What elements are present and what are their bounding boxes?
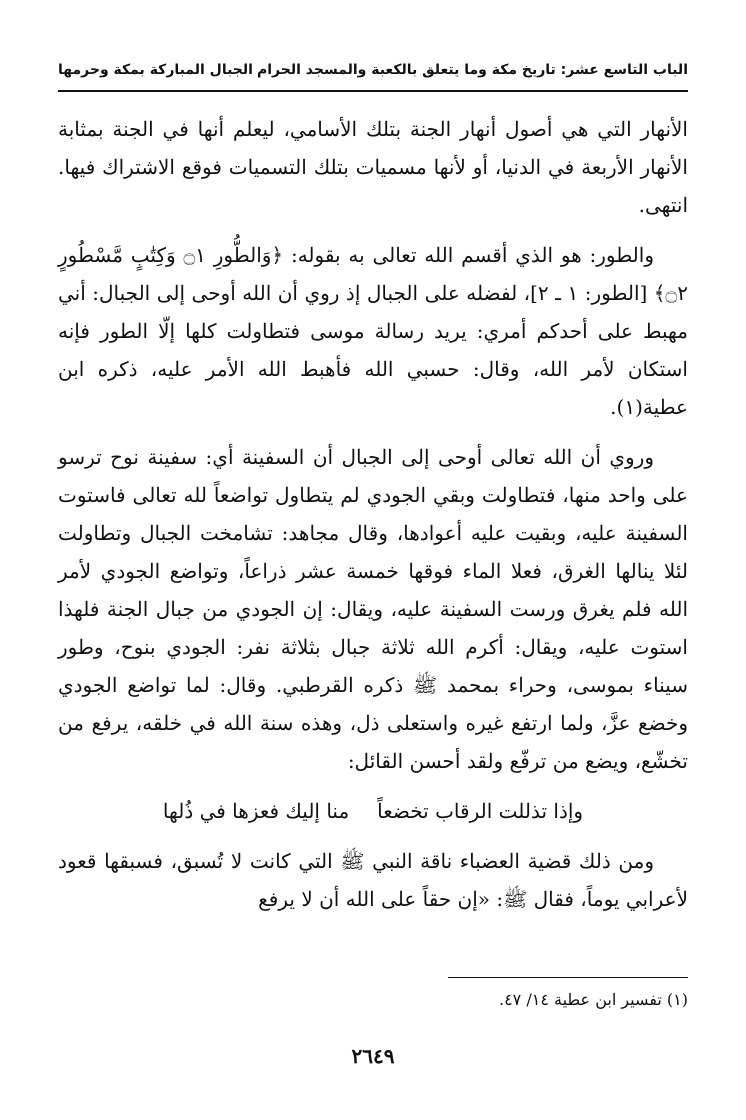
verse-second-hemistich: منا إليك فعزها في ذُلها (162, 799, 350, 823)
footnote: (١) تفسير ابن عطية ١٤/ ٤٧. (498, 990, 688, 1009)
page-number: ٢٦٤٩ (351, 1044, 395, 1068)
paragraph-3: وروي أن الله تعالى أوحى إلى الجبال أن السفينة أي: سفينة نوح ترسو على واحد منها، فتطاولت وبقي الجودي لم يتطاول تواضعاً لله تعالى فاستوت السفينة عليه، وبقيت عليه أعوادها، وقال مجاهد: تشامخت الجبال وتطاولت لئلا ينالها الغرق، فعلا الماء فوقها خمسة عشر ذراعاً، وتواضع الجودي لأمر الله فلم يغرق ورست السفينة عليه، ويقال: إن الجودي من جبال الجنة فلهذا استوت عليه، ويقال: أكرم الله ثلاثة جبال بثلاثة نفر: الجودي بنوح، وطور سيناء بموسى، وحراء بمحمد ﷺ ذكره القرطبي. وقال: لما تواضع الجودي وخضع عزَّ، ولما ارتفع غيره واستعلى ذل، وهذه سنة الله في خلقه، يرفع من تخشّع، ويضع من ترفّع ولقد أحسن القائل: (58, 445, 688, 773)
paragraph-2: والطور: هو الذي أقسم الله تعالى به بقوله: ﴿وَالطُّورِ ۝١ وَكِتَٰبٍ مَّسْطُورٍ ۝٢﴾ [الطور: ١ ـ ٢]، لفضله على الجبال إذ روي أن الله أوحى إلى الجبال: أني مهبط على أحدكم أمري: يريد رسالة موسى فتطاولت كلها إلّا الطور فإنه استكان لأمر الله، وقال: حسبي الله فأهبط الله الأمر عليه، ذكره ابن عطية(١). (58, 243, 688, 419)
header-divider (58, 90, 688, 92)
footnote-divider (448, 977, 688, 978)
paragraph-1: الأنهار التي هي أصول أنهار الجنة بتلك الأسامي، ليعلم أنها في الجنة بمثابة الأنهار الأربعة في الدنيا، أو لأنها مسميات بتلك التسميات فوقع الاشتراك فيها. انتهى. (58, 117, 688, 217)
header-right-title: الجبال المباركة بمكة وحرمها (58, 62, 253, 78)
header-chapter-title: الباب التاسع عشر: تاريخ مكة وما يتعلق بالكعبة والمسجد الحرام (257, 62, 688, 78)
running-header (58, 52, 688, 88)
verse-first-hemistich: وإذا تذللت الرقاب تخضعاً (377, 799, 584, 823)
paragraph-4: ومن ذلك قضية العضباء ناقة النبي ﷺ التي كانت لا تُسبق، فسبقها قعود لأعرابي يوماً، فقال ﷺ: «إن حقاً على الله أن لا يرفع (58, 849, 688, 911)
poetry-verse (58, 792, 688, 830)
main-text (58, 110, 688, 930)
